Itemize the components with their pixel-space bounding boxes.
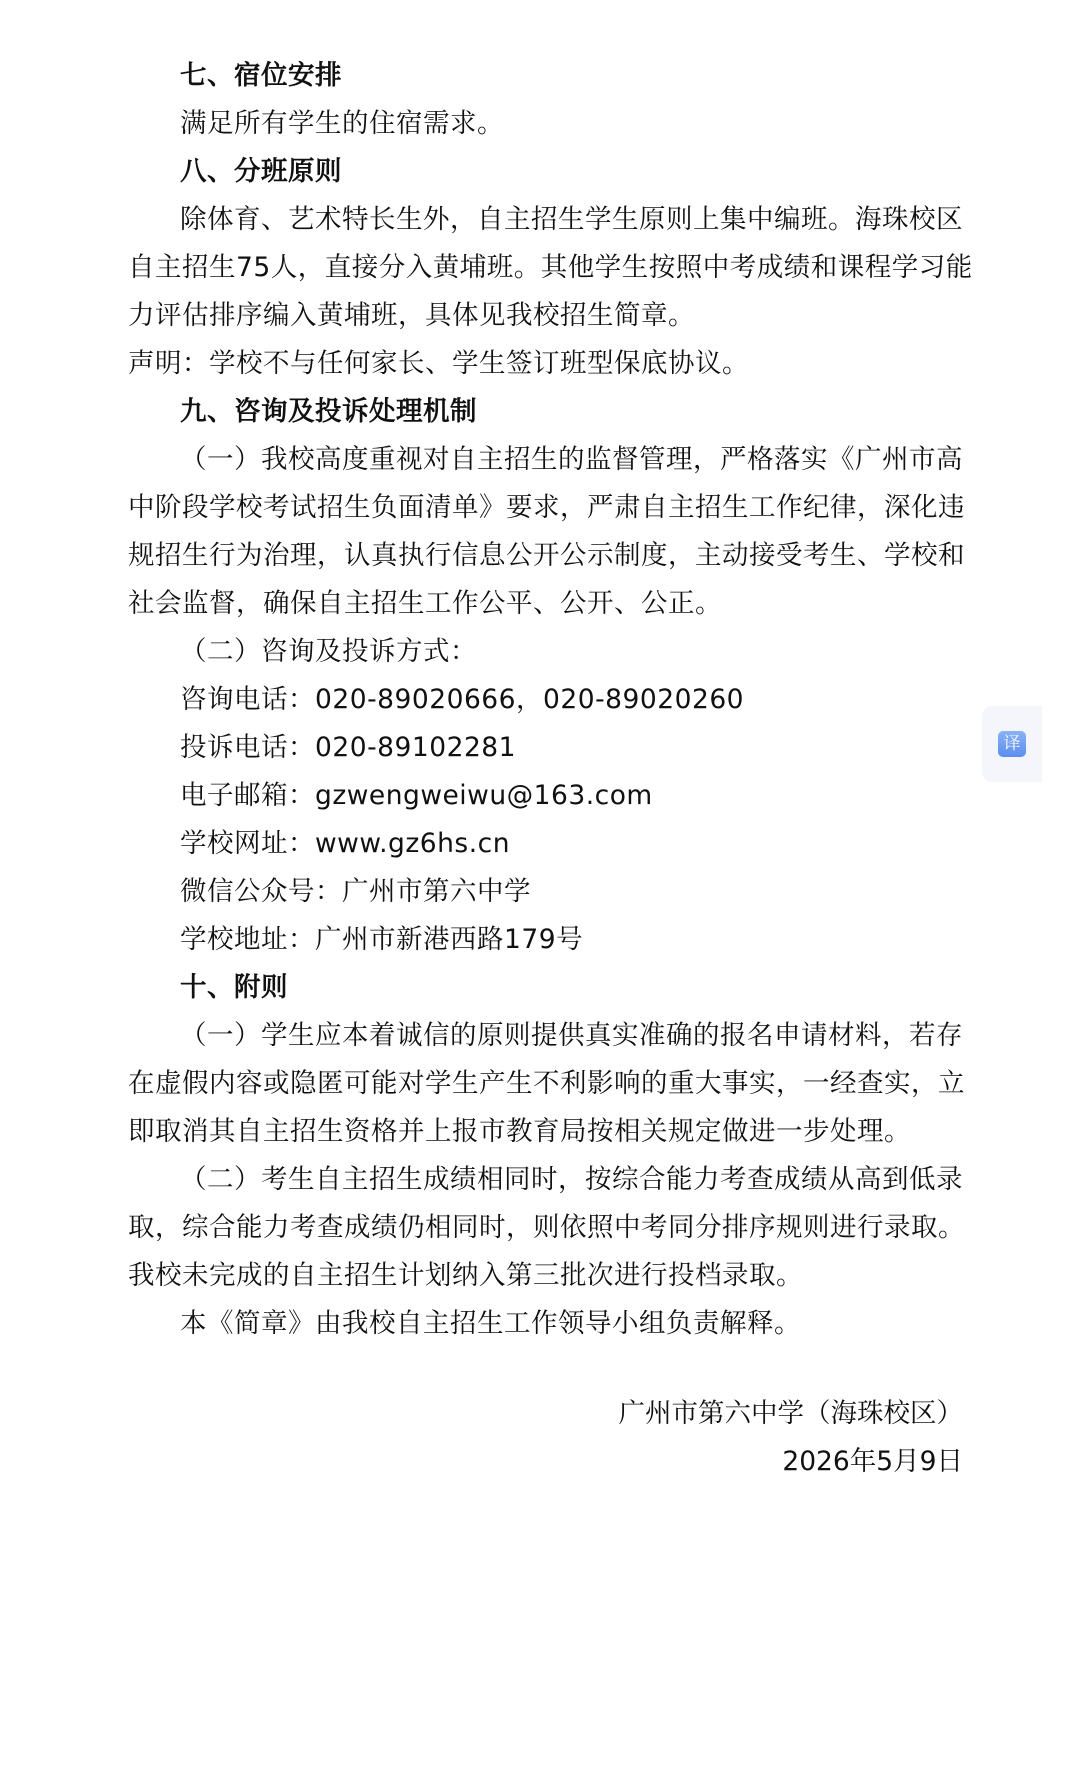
paragraph-line: 满足所有学生的住宿需求。	[180, 108, 504, 139]
contact-phone: 咨询电话：020-89020666，020-89020260	[180, 684, 745, 715]
paragraph-line: （一）我校高度重视对自主招生的监督管理，严格落实《广州市高	[180, 444, 963, 475]
paragraph-line: 力评估排序编入黄埔班，具体见我校招生简章。	[128, 300, 695, 331]
paragraph-line: 即取消其自主招生资格并上报市教育局按相关规定做进一步处理。	[128, 1116, 911, 1147]
paragraph-line: （二）考生自主招生成绩相同时，按综合能力考查成绩从高到低录	[180, 1164, 963, 1195]
paragraph-line: 取，综合能力考查成绩仍相同时，则依照中考同分排序规则进行录取。	[128, 1212, 965, 1243]
signature-organization: 广州市第六中学（海珠校区）	[618, 1398, 963, 1429]
statement-line: 声明：学校不与任何家长、学生签订班型保底协议。	[128, 348, 749, 379]
school-address: 学校地址：广州市新港西路179号	[180, 924, 584, 955]
paragraph-line: 除体育、艺术特长生外，自主招生学生原则上集中编班。海珠校区	[180, 204, 963, 235]
subsection-title: （二）咨询及投诉方式：	[180, 636, 477, 667]
section-heading-10: 十、附则	[180, 972, 288, 1003]
complaint-phone: 投诉电话：020-89102281	[180, 732, 517, 763]
section-heading-8: 八、分班原则	[180, 156, 342, 187]
signature-date: 2026年5月9日	[782, 1446, 963, 1477]
contact-email: 电子邮箱：gzwengweiwu@163.com	[180, 780, 653, 811]
paragraph-line: 社会监督，确保自主招生工作公平、公开、公正。	[128, 588, 722, 619]
section-heading-9: 九、咨询及投诉处理机制	[180, 396, 477, 427]
section-heading-7: 七、宿位安排	[180, 60, 342, 91]
paragraph-line: 自主招生75人，直接分入黄埔班。其他学生按照中考成绩和课程学习能	[128, 252, 973, 283]
wechat-account: 微信公众号：广州市第六中学	[180, 876, 531, 907]
paragraph-line: 本《简章》由我校自主招生工作领导小组负责解释。	[180, 1308, 801, 1339]
paragraph-line: 中阶段学校考试招生负面清单》要求，严肃自主招生工作纪律，深化违	[128, 492, 965, 523]
translate-button[interactable]	[982, 706, 1042, 782]
translate-icon: 译	[998, 731, 1026, 757]
paragraph-line: 规招生行为治理，认真执行信息公开公示制度，主动接受考生、学校和	[128, 540, 965, 571]
document-body	[128, 52, 973, 1348]
paragraph-line: 在虚假内容或隐匿可能对学生产生不利影响的重大事实，一经查实，立	[128, 1068, 965, 1099]
school-website: 学校网址：www.gz6hs.cn	[180, 828, 510, 859]
paragraph-line: 我校未完成的自主招生计划纳入第三批次进行投档录取。	[128, 1260, 803, 1291]
paragraph-line: （一）学生应本着诚信的原则提供真实准确的报名申请材料，若存	[180, 1020, 963, 1051]
